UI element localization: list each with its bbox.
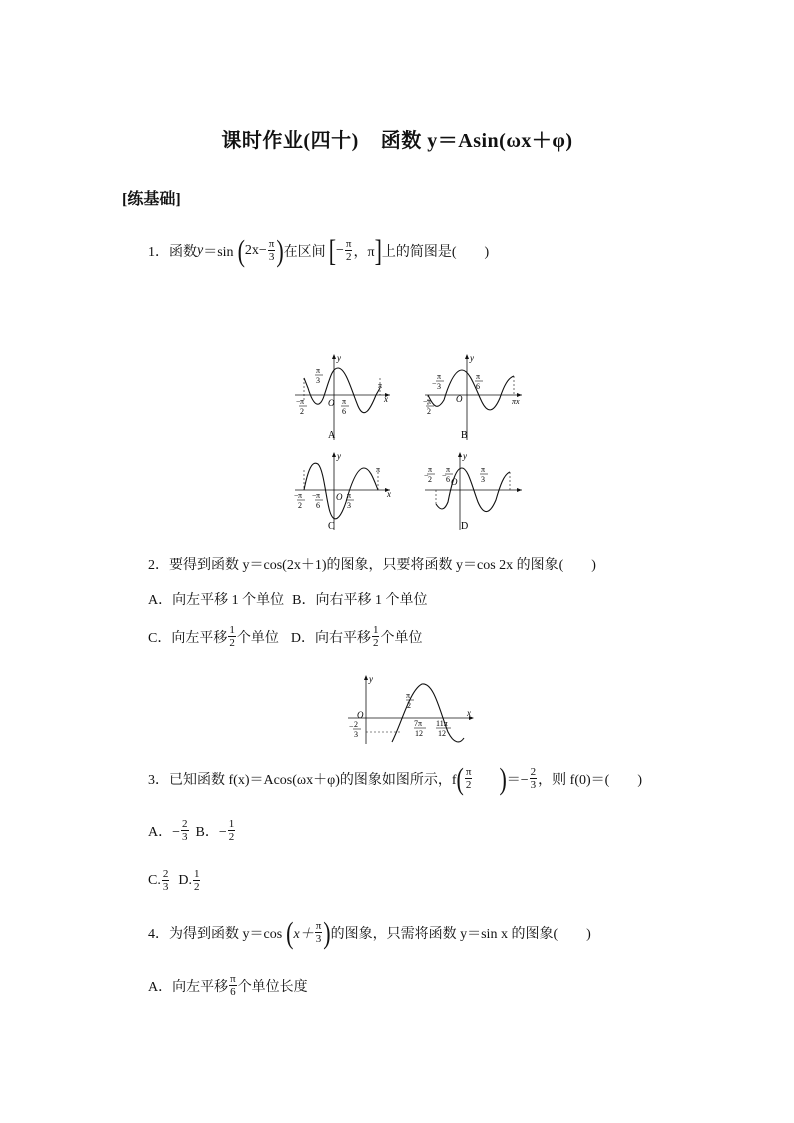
q3-option-d: D. xyxy=(178,872,192,888)
graph-b-tick-pi2-den: 2 xyxy=(427,407,431,416)
graph-d-tick-pi3-den: 3 xyxy=(481,475,485,484)
graph-c-tick-neg2: − xyxy=(312,491,317,500)
q1-rparen: ) xyxy=(276,232,284,268)
graph-a-tick-pi6-num: π xyxy=(342,397,347,406)
graph-a xyxy=(290,350,400,445)
q1-lparen: ( xyxy=(237,232,245,268)
graph-a-tick-neg: − xyxy=(296,397,301,406)
q4-a-frac: $\frac{\pi}{6}$ xyxy=(230,973,236,998)
graph-d xyxy=(420,450,530,535)
question-3 xyxy=(148,760,642,796)
q2-option-d-tail: 个单位 xyxy=(380,630,423,646)
section-heading: [练基础] xyxy=(122,191,181,208)
graph-b-tick-neg2: − xyxy=(423,397,428,406)
q1-eq: ＝sin xyxy=(203,244,234,260)
q1-frac-pi2: $\frac{\pi}{2}$ xyxy=(345,238,352,263)
graph-d-tick-neg1: − xyxy=(424,471,429,480)
question-1 xyxy=(148,232,490,268)
fig3-tick-pi2-num: π xyxy=(406,691,411,700)
fig3-tick-neg: − xyxy=(349,722,354,731)
q1-inner: 2x− xyxy=(244,242,267,258)
graph-a-tick-pi: π xyxy=(378,381,383,390)
graph-c-tick-pi2-den: 2 xyxy=(298,501,302,510)
q3-option-c: C. xyxy=(148,872,161,888)
fig3-tick-7pi-den: 12 xyxy=(415,729,423,738)
q2-options-cd xyxy=(148,624,422,649)
graph-a-origin: O xyxy=(328,398,335,408)
graph-c-tick-pi6-num: π xyxy=(316,491,321,500)
q1-rbracket: ] xyxy=(374,232,382,268)
q3-c-frac: $\frac{2}{3}$ xyxy=(162,868,169,893)
q2-c-frac: $\frac{1}{2}$ xyxy=(229,624,235,649)
graph-c-tick-neg1: − xyxy=(294,491,299,500)
q3-options-cd xyxy=(148,868,201,893)
graph-b-tick-pi2-num: π xyxy=(427,397,432,406)
graph-c-tick-pi3-den: 3 xyxy=(347,501,351,510)
fig3-x-label: x xyxy=(467,708,471,718)
fig3-tick-23-num: 2 xyxy=(354,720,358,729)
graph-c-tick-pi3-num: π xyxy=(347,491,352,500)
q1-interval-end: ，π xyxy=(353,244,375,260)
graph-b-tick-pix: πx xyxy=(512,397,520,406)
q1-neg: − xyxy=(336,242,344,258)
fig3-tick-11pi-den: 12 xyxy=(438,729,446,738)
graph-c-y-label: y xyxy=(337,451,341,461)
q3-option-b: B．− xyxy=(195,824,227,840)
page-title xyxy=(0,124,794,153)
graph-d-tick-pi2-num: π xyxy=(428,465,433,474)
graph-b-y-label: y xyxy=(470,353,474,363)
q2-option-c-tail: 个单位 xyxy=(236,630,279,646)
question-4 xyxy=(148,914,591,950)
graph-b-tick-pi3-num: π xyxy=(437,372,442,381)
q1-lbracket: [ xyxy=(328,232,337,268)
graph-c-origin: O xyxy=(336,492,343,502)
graph-c-label: C xyxy=(328,521,335,532)
q4-option-a-line xyxy=(148,973,308,998)
graph-d-tick-pi6-num: π xyxy=(446,465,451,474)
fig3-origin: O xyxy=(357,710,364,720)
q4-inner: x＋ xyxy=(293,926,314,942)
fig3-tick-23-den: 3 xyxy=(354,730,358,739)
q3-d-frac: $\frac{1}{2}$ xyxy=(193,868,200,893)
q3-text-b: ，则 f(0)＝( ) xyxy=(538,772,642,788)
q2-option-a: A．向左平移 1 个单位 xyxy=(148,593,285,608)
graph-c xyxy=(290,450,400,535)
q4-text: 4．为得到函数 y＝cos xyxy=(148,926,283,942)
q3-frac-23: $\frac{2}{3}$ xyxy=(530,766,537,791)
q1-text: 1．函数 xyxy=(148,244,197,260)
q1-var: y xyxy=(197,242,204,258)
q3-eq: ＝− xyxy=(506,772,529,788)
q3-a-frac: $\frac{2}{3}$ xyxy=(182,818,188,843)
q2-option-b: B．向右平移 1 个单位 xyxy=(292,593,428,608)
q1-frac-pi3: $\frac{\pi}{3}$ xyxy=(268,238,275,263)
graph-a-label: A xyxy=(328,430,336,441)
graph-d-origin: O xyxy=(451,477,458,487)
fig3-y-label: y xyxy=(369,674,373,684)
graph-b xyxy=(420,350,530,445)
figure-q3 xyxy=(340,672,480,747)
q3-frac-pi2: $\frac{\pi}{2}$ xyxy=(465,766,472,791)
graph-d-tick-neg2: − xyxy=(442,471,447,480)
graph-a-tick-pi6-den: 6 xyxy=(342,407,346,416)
graph-d-tick-pi3-num: π xyxy=(481,465,486,474)
q2-d-frac: $\frac{1}{2}$ xyxy=(372,624,379,649)
graph-a-y-label: y xyxy=(337,353,341,363)
fig3-tick-11pi-num: 11π xyxy=(436,719,448,728)
q4-lparen: ( xyxy=(286,914,294,950)
q2-option-d: D．向右平移 xyxy=(290,630,371,646)
q2-options-ab xyxy=(148,589,427,609)
graph-c-tick-pi6-den: 6 xyxy=(316,501,320,510)
q1-text-b: 在区间 xyxy=(283,244,326,260)
fig3-tick-7pi-num: 7π xyxy=(414,719,423,728)
q2-option-c: C．向左平移 xyxy=(148,630,228,646)
graph-a-tick-pi2-den: 2 xyxy=(300,407,304,416)
q4-frac-pi3: $\frac{\pi}{3}$ xyxy=(315,920,322,945)
q3-b-frac: $\frac{1}{2}$ xyxy=(228,818,235,843)
q3-lparen: ( xyxy=(456,760,464,796)
graph-d-y-label: y xyxy=(463,451,467,461)
graph-a-tick-pi3-num: π xyxy=(316,366,321,375)
q4-rparen: ) xyxy=(323,914,331,950)
graph-b-tick-pi3-den: 3 xyxy=(437,382,441,391)
graph-c-x-label: x xyxy=(387,489,391,499)
graph-d-tick-pi6-den: 6 xyxy=(446,475,450,484)
graph-b-tick-pi6-num: π xyxy=(476,372,481,381)
graph-a-x-label: x xyxy=(384,394,388,404)
question-2: 2．要得到函数 y＝cos(2x＋1)的图象，只要将函数 y＝cos 2x 的图象( ) xyxy=(148,558,596,573)
graph-a-tick-pi2-num: π xyxy=(300,397,305,406)
graph-b-tick-pi6-den: 6 xyxy=(476,382,480,391)
graph-b-tick-neg1: − xyxy=(432,379,437,388)
q3-rparen: ) xyxy=(499,760,507,796)
graph-a-tick-pi3-den: 3 xyxy=(316,376,320,385)
graph-c-tick-pi2-num: π xyxy=(298,491,303,500)
graph-b-origin: O xyxy=(456,394,463,404)
graph-d-tick-pi2-den: 2 xyxy=(428,475,432,484)
graph-c-tick-pi: π xyxy=(376,465,381,474)
title-main: 课时作业(四十) xyxy=(221,130,359,152)
q3-option-a: A．− xyxy=(148,824,181,840)
q1-text-c: 上的简图是( ) xyxy=(381,244,490,260)
q3-text: 3．已知函数 f(x)＝Acos(ωx＋φ)的图象如图所示，f xyxy=(148,772,457,788)
q3-options-ab xyxy=(148,818,236,843)
q4-option-a-tail: 个单位长度 xyxy=(237,979,308,995)
fig3-tick-pi2-den: 2 xyxy=(407,701,411,710)
graph-d-label: D xyxy=(461,521,469,532)
q4-text-b: 的图象，只需将函数 y＝sin x 的图象( ) xyxy=(330,926,591,942)
q4-option-a: A．向左平移 xyxy=(148,979,229,995)
title-sub: 函数 y＝Asin(ωx＋φ) xyxy=(380,130,573,152)
graph-b-label: B xyxy=(461,430,468,441)
